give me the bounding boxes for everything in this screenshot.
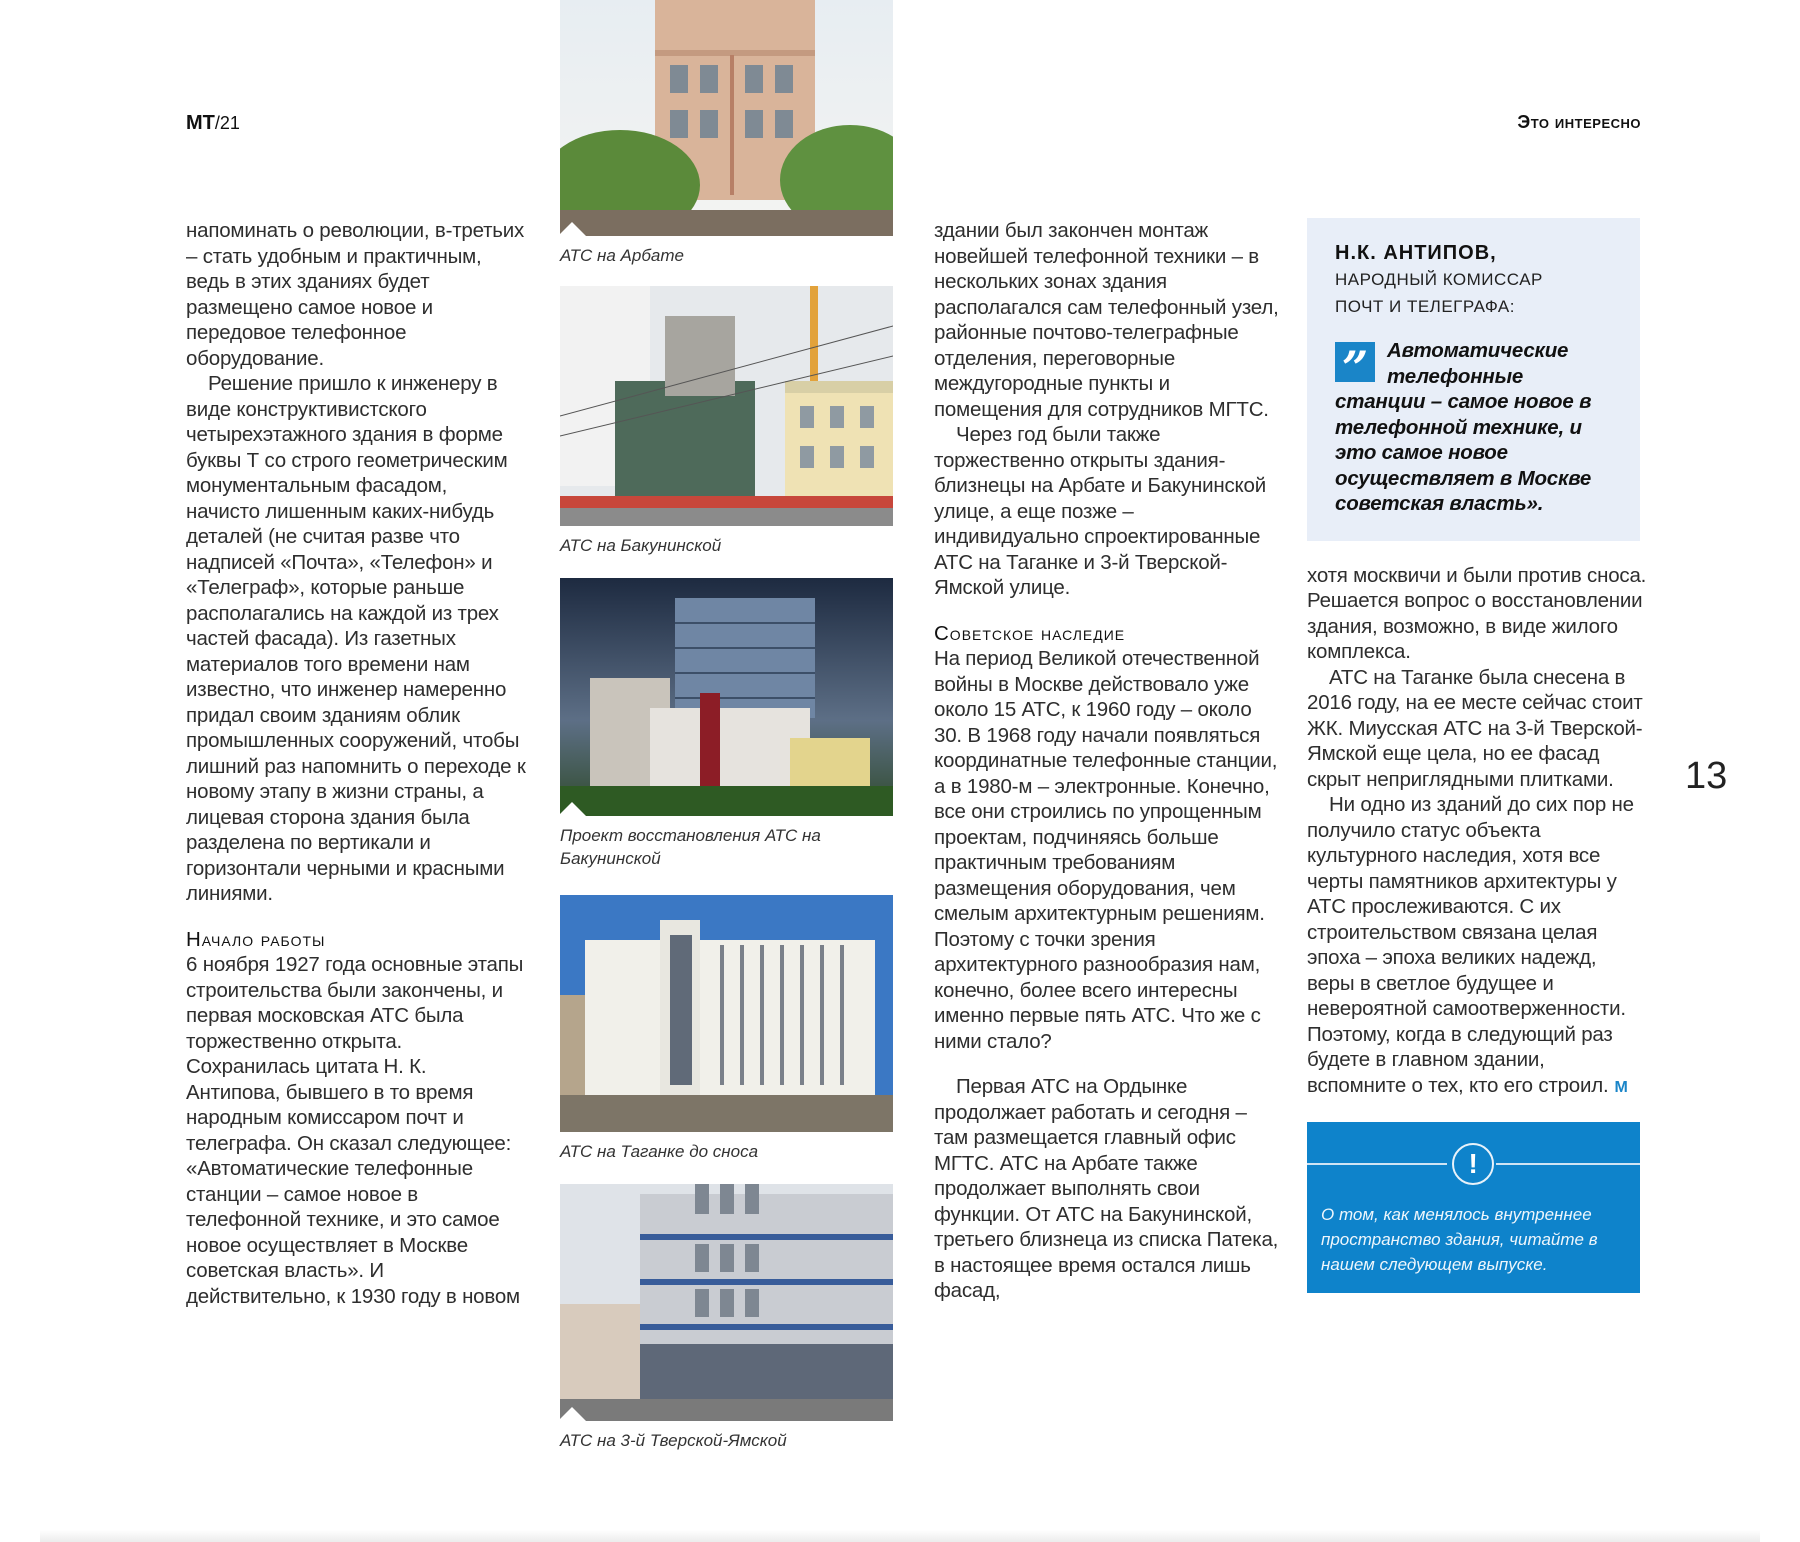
paragraph: Первая АТС на Ордынке продолжает работать и сегодня – там размещается главный офис МГТС. АТС на Арбате также продолжает выполнять свои функции. От АТС на Бакунинской, третьего близнеца из списка Патека, в настоящее время остался лишь фасад,: [934, 1075, 1279, 1302]
magazine-name: МТ: [186, 112, 215, 134]
photo-atc-taganka: [560, 895, 893, 1132]
quote-role-line: НАРОДНЫЙ КОМИССАР: [1335, 270, 1543, 289]
photo-corner-marker: [560, 222, 586, 236]
photo-atc-arbat: [560, 0, 893, 236]
building-photo-icon: [560, 0, 893, 236]
quote-role-line: ПОЧТ И ТЕЛЕГРАФА:: [1335, 297, 1515, 316]
quote-text: Автоматические телефонные станции – самое новое в телефонной технике, и это самое новое осуществляет в Москве советская власть».: [1335, 339, 1592, 515]
info-text: О том, как менялось внутреннее пространство здания, читайте в нашем следующем выпуске.: [1321, 1205, 1598, 1274]
divider-line: [1496, 1163, 1640, 1165]
page-number: 13: [1685, 755, 1728, 797]
quote-box: [1307, 218, 1640, 541]
end-mark-logo: M: [1614, 1078, 1628, 1096]
photo-caption: АТС на Таганке до сноса: [560, 1142, 759, 1161]
exclamation-icon: !: [1452, 1143, 1494, 1185]
section-heading: Советское наследие: [934, 621, 1126, 645]
paragraph: хотя москвичи и были против сноса. Решается вопрос о восстановлении здания, возможно, в виде жилого комплекса.: [1307, 563, 1647, 663]
building-photo-icon: [560, 1184, 893, 1421]
building-photo-icon: [560, 895, 893, 1132]
paragraph: АТС на Таганке была снесена в 2016 году, на ее месте сейчас стоит ЖК. Миусская АТС на 3-й Тверской-Ямской еще цела, но ее фасад скрыт неприглядными плитками.: [1307, 665, 1643, 791]
paragraph: Через год были также торжественно открыты здания-близнецы на Арбате и Бакунинской улице, а еще позже – индивидуально спроектированные АТС на Таганке и 3-й Тверской-Ямской улице.: [934, 423, 1266, 599]
photo-caption: АТС на Бакунинской: [560, 536, 722, 555]
photo-caption: АТС на Арбате: [560, 246, 684, 265]
photo-caption: Проект восстановления АТС на Бакунинской: [560, 826, 821, 868]
paragraph: напоминать о революции, в-третьих – стать удобным и практичным, ведь в этих зданиях будет размещено самое новое и передовое телефонное оборудование.: [186, 219, 525, 370]
building-photo-icon: [560, 578, 893, 816]
article-column-1: [186, 218, 526, 1309]
building-photo-icon: [560, 286, 893, 526]
issue-number: /21: [214, 113, 240, 133]
page-bottom-shadow: [40, 1530, 1760, 1542]
info-box: [1307, 1122, 1640, 1293]
paragraph-text: Ни одно из зданий до сих пор не получило статус объекта культурного наследия, хотя все черты памятников архитектуры у АТС прослеживаются. С их строительством связана целая эпоха – эпоха великих надежд, веры в светлое будущее и невероятной самоотверженности. Поэтому, когда в следующий раз будете в главном здании, вспомните о тех, кто его строил.: [1307, 793, 1634, 1097]
paragraph: На период Великой отечественной войны в Москве действовало уже около 15 АТС, к 1960 году – около 30. В 1968 году начали появляться координатные телефонные станции, а в 1980-м – электронные. Конечно, все они строились по упрощенным проектам, подчиняясь больше практичным требованиям размещения оборудования, чем смелым архитектурным решениям. Поэтому с точки зрения архитектурного разнообразия нам, конечно, более всего интересны именно первые пять АТС. Что же с ними стало?: [934, 647, 1278, 1053]
paragraph: здании был закончен монтаж новейшей телефонной техники – в нескольких зонах здания располагался сам телефонный узел, районные почтово-телеграфные отделения, переговорные междугородные пункты и помещения для сотрудников МГТС.: [934, 219, 1279, 421]
quote-icon: ”: [1335, 342, 1375, 382]
photo-atc-tverskaya-yamskaya: [560, 1184, 893, 1421]
photo-caption: АТС на 3-й Тверской-Ямской: [560, 1431, 787, 1450]
quote-author: Н.К. АНТИПОВ,: [1335, 242, 1497, 264]
photo-atc-bakuninskaya-project: [560, 578, 893, 816]
magazine-folio: [186, 112, 240, 135]
paragraph: Решение пришло к инженеру в виде конструктивистского четырехэтажного здания в форме буквы Т со строго геометрическим монументальным фасадом, начисто лишенным каких-нибудь деталей (не считая разве что надписей «Почта», «Телефон» и «Телеграф», которые раньше располагались на каждой из трех частей фасада). Из газетных материалов того времени нам известно, что инженер намеренно придал своим зданиям облик промышленных сооружений, чтобы лишний раз напомнить о переходе к новому этапу в жизни страны, а лицевая сторона здания была разделена по вертикали и горизонтали черными и красными линиями.: [186, 372, 526, 905]
quote-author-role: [1335, 266, 1618, 320]
photo-atc-bakuninskaya: [560, 286, 893, 526]
section-title: Это интересно: [1517, 112, 1641, 132]
article-column-3: [934, 218, 1279, 1304]
paragraph: 6 ноября 1927 года основные этапы строительства были закончены, и первая московская АТС была торжественно открыта. Сохранилась цитата Н. К. Антипова, бывшего в то время народным комиссаром почт и телеграфа. Он сказал следующее: «Автоматические телефонные станции – самое новое в телефонной технике, и это самое новое осуществляет в Москве советская власть». И действительно, к 1930 году в новом: [186, 953, 524, 1308]
divider-line: [1307, 1163, 1447, 1165]
section-heading: Начало работы: [186, 927, 326, 951]
photo-corner-marker: [560, 1407, 586, 1421]
paragraph: [1307, 792, 1647, 1100]
photo-corner-marker: [560, 802, 586, 816]
article-column-4: [1307, 218, 1647, 1293]
